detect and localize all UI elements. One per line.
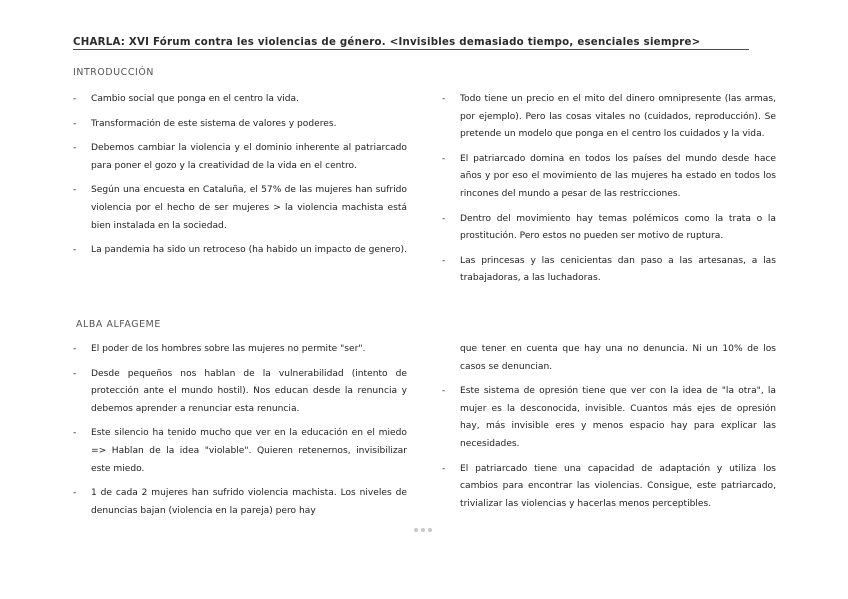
bullet-dash: - — [442, 463, 446, 474]
bullet-item — [73, 366, 407, 419]
bullet-text: Este silencio ha tenido mucho que ver en la educación en el miedo => Hablan de la idea "violable". Quieren retenernos, invisibilizar este miedo. — [91, 428, 407, 474]
bullet-dash: - — [442, 213, 446, 224]
bullet-item — [73, 425, 407, 478]
more-pages-indicator[interactable] — [414, 528, 432, 532]
bullet-item — [442, 253, 776, 288]
bullet-text: El patriarcado tiene una capacidad de adaptación y utiliza los cambios para encontrar las violencias. Consigue, este patriarcado, trivializar las violencias y hacerlas menos perceptibles. — [460, 463, 776, 509]
dot-icon — [428, 528, 432, 532]
bullet-text: Todo tiene un precio en el mito del dinero omnipresente (las armas, por ejemplo). Pero las cosas vitales no (cuidados, reproducción). Se pretende un modelo que ponga en el centro los cuidados y la vida. — [460, 94, 776, 140]
bullet-text: Debemos cambiar la violencia y el dominio inherente al patriarcado para poner el gozo y la creatividad de la vida en el centro. — [91, 143, 407, 171]
section-title-alba-alfageme: ALBA ALFAGEME — [76, 319, 161, 330]
bullet-item — [73, 485, 407, 520]
bullet-text: La pandemia ha sido un retroceso (ha habido un impacto de genero). — [91, 245, 407, 256]
bullet-text: Las princesas y las cenicientas dan paso a las artesanas, a las trabajadoras, a las luchadoras. — [460, 255, 776, 284]
bullet-item — [73, 91, 407, 109]
bullet-item — [442, 383, 776, 453]
bullet-item — [442, 211, 776, 246]
bullet-dash: - — [73, 344, 77, 354]
bullet-dash: - — [442, 255, 446, 266]
bullet-dash: - — [442, 386, 446, 397]
document-header: CHARLA: XVI Fórum contra les violencias de género. <Invisibles demasiado tiempo, esenciales siempre> — [73, 37, 701, 48]
alba-left-column — [73, 341, 407, 527]
bullet-text: 1 de cada 2 mujeres han sufrido violencia machista. Los niveles de denuncias bajan (violencia en la pareja) pero hay — [91, 488, 407, 516]
bullet-item — [73, 242, 407, 260]
section-title-introduccion: INTRODUCCIÓN — [73, 67, 154, 78]
dot-icon — [414, 528, 418, 532]
bullet-text: Cambio social que ponga en el centro la vida. — [91, 94, 300, 104]
bullet-dash: - — [442, 94, 446, 104]
bullet-item — [73, 116, 407, 134]
continuation-paragraph: que tener en cuenta que hay una no denuncia. Ni un 10% de los casos se denuncian. — [460, 344, 776, 372]
bullet-text: Transformación de este sistema de valores y poderes. — [91, 118, 337, 129]
bullet-dash: - — [73, 428, 77, 439]
bullet-text: Este sistema de opresión tiene que ver con la idea de "la otra", la mujer es la desconocida, invisible. Cuantos más ejes de opresión hay, más invisible eres y menos espacio hay para explicar las necesidades. — [460, 386, 776, 449]
alba-right-column — [442, 341, 776, 520]
bullet-text: El patriarcado domina en todos los países del mundo desde hace años y por eso el movimiento de las mujeres ha estado en todos los rincones del mundo a pesar de las restricciones. — [460, 153, 776, 199]
bullet-dash: - — [73, 143, 77, 154]
bullet-text: Según una encuesta en Cataluña, el 57% de las mujeres han sufrido violencia por el hecho de ser mujeres > la violencia machista está bien instalada en la sociedad. — [91, 185, 407, 231]
bullet-dash: - — [73, 488, 77, 499]
bullet-dash: - — [73, 245, 77, 256]
bullet-item — [73, 140, 407, 175]
bullet-dash: - — [73, 185, 77, 196]
bullet-text: Dentro del movimiento hay temas polémicos como la trata o la prostitución. Pero estos no pueden ser motivo de ruptura. — [460, 213, 776, 242]
header-rule — [73, 49, 749, 50]
bullet-text: Desde pequeños nos hablan de la vulnerabilidad (intento de protección ante el mundo hostil). Nos educan desde la renuncia y debemos aprender a renunciar esta renuncia. — [91, 368, 407, 414]
bullet-item — [73, 341, 407, 359]
bullet-item — [442, 151, 776, 204]
dot-icon — [421, 528, 425, 532]
bullet-text: El poder de los hombres sobre las mujeres no permite "ser". — [91, 344, 366, 354]
bullet-dash: - — [442, 153, 446, 164]
bullet-item — [442, 91, 776, 144]
bullet-item — [442, 461, 776, 514]
bullet-dash: - — [73, 368, 77, 379]
bullet-dash: - — [73, 118, 77, 129]
intro-left-column — [73, 91, 407, 267]
bullet-dash: - — [73, 94, 77, 104]
bullet-item — [73, 182, 407, 235]
intro-right-column — [442, 91, 776, 295]
